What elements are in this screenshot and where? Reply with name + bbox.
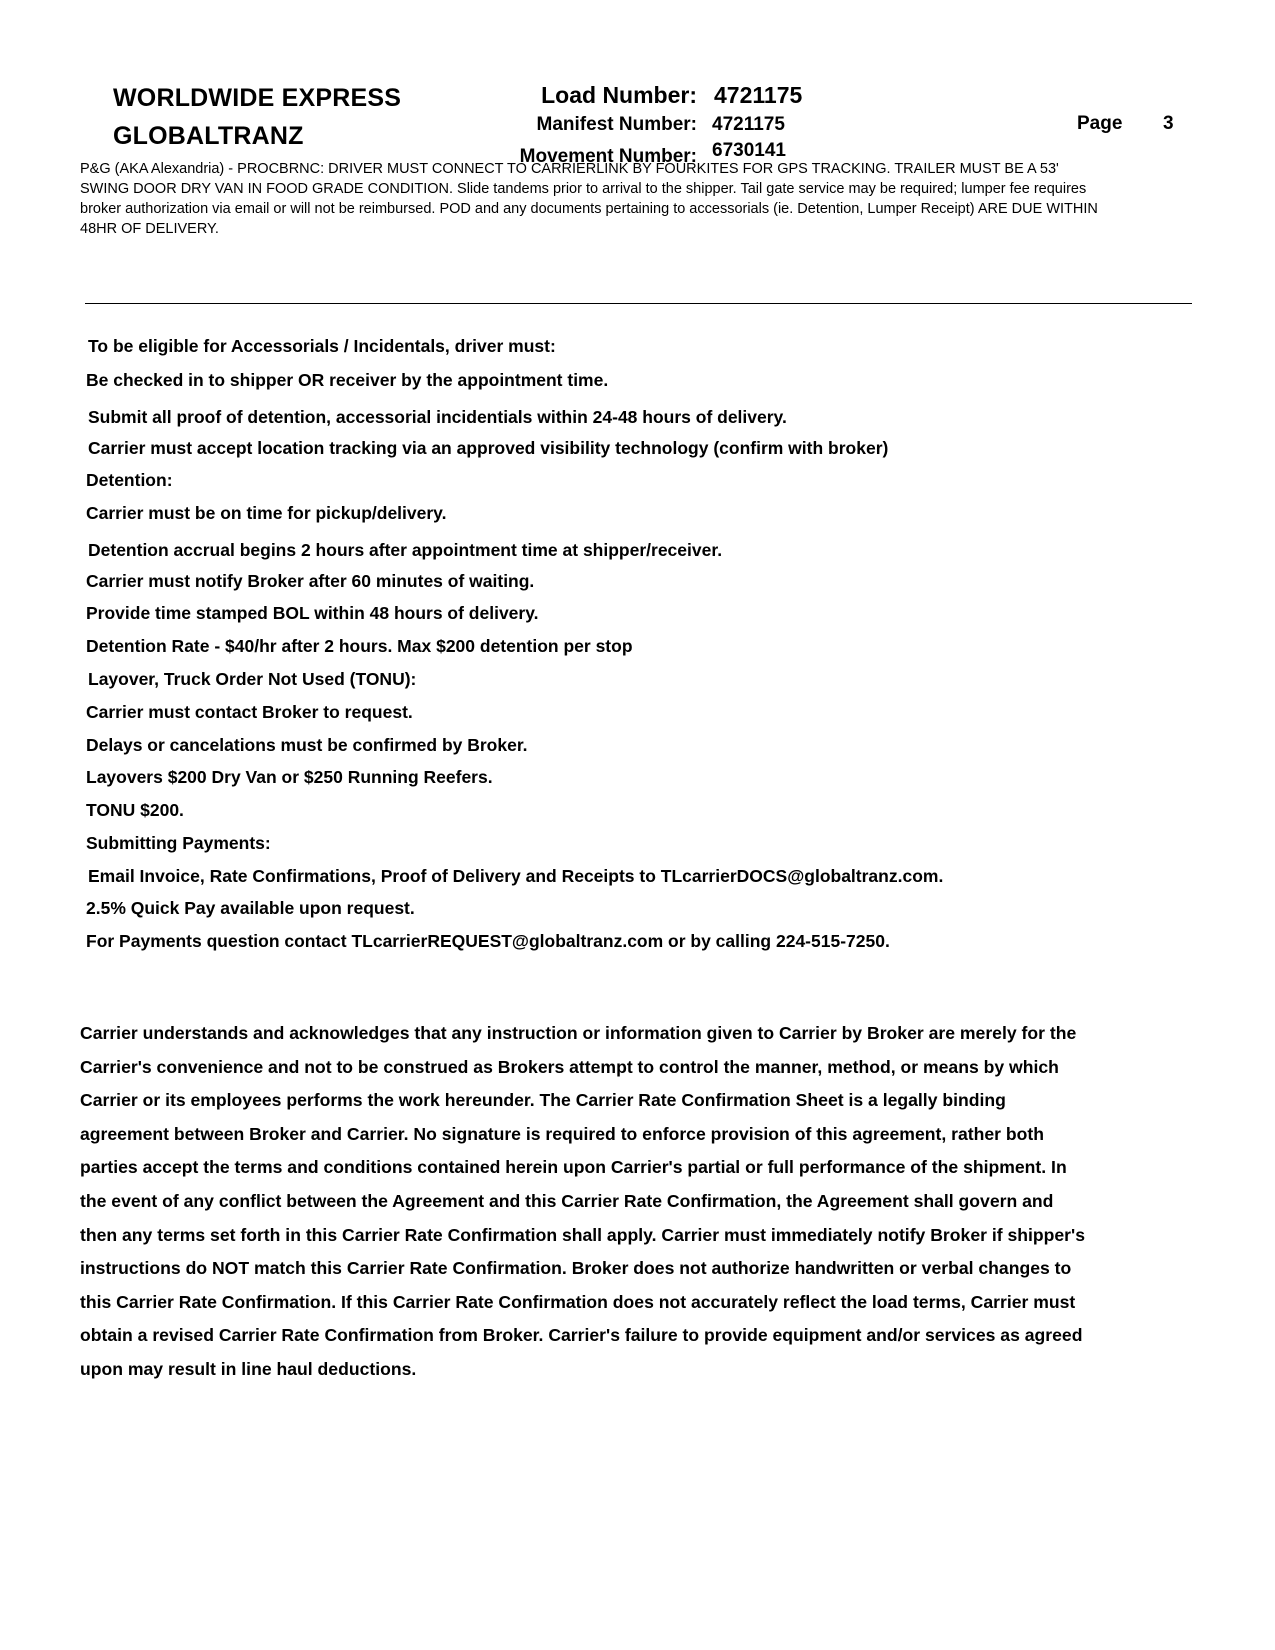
terms-line: Detention Rate - $40/hr after 2 hours. Max $200 detention per stop — [86, 636, 633, 656]
company-brand: GLOBALTRANZ — [113, 122, 304, 150]
movement-number-value: 6730141 — [712, 140, 786, 161]
terms-line: Carrier must be on time for pickup/delivery. — [86, 503, 447, 523]
load-number-value: 4721175 — [714, 82, 803, 108]
terms-heading: Detention: — [86, 470, 173, 490]
terms-line: TONU $200. — [86, 800, 184, 820]
terms-line: Carrier must notify Broker after 60 minutes of waiting. — [86, 571, 535, 591]
load-notes: P&G (AKA Alexandria) - PROCBRNC: DRIVER MUST CONNECT TO CARRIERLINK BY FOURKITES FOR GPS TRACKING. TRAILER MUST BE A 53' SWING DOOR DRY VAN IN FOOD GRADE CONDITION. Slide tandems prior to arrival to the shipper. Tail gate service may be required; lumper fee requires broker authorization via email or will not be reimbursed. POD and any documents pertaining to accessorials (ie. Detention, Lumper Receipt) ARE DUE WITHIN 48HR OF DELIVERY. — [80, 161, 1098, 237]
agreement-paragraph: Carrier understands and acknowledges that any instruction or information given to Carrier by Broker are merely for the Carrier's convenience and not to be construed as Brokers attempt to control the manner, method, or means by which Carrier or its employees performs the work hereunder. The Carrier Rate Confirmation Sheet is a legally binding agreement between Broker and Carrier. No signature is required to enforce provision of this agreement, rather both parties accept the terms and conditions contained herein upon Carrier's partial or full performance of the shipment. In the event of any conflict between the Agreement and this Carrier Rate Confirmation, the Agreement shall govern and then any terms set forth in this Carrier Rate Confirmation shall apply. Carrier must immediately notify Broker if shipper's instructions do NOT match this Carrier Rate Confirmation. Broker does not authorize handwritten or verbal changes to this Carrier Rate Confirmation. If this Carrier Rate Confirmation does not accurately reflect the load terms, Carrier must obtain a revised Carrier Rate Confirmation from Broker. Carrier's failure to provide equipment and/or services as agreed upon may result in line haul deductions. — [80, 1023, 1085, 1379]
page-label: Page — [1077, 113, 1123, 134]
terms-line: Submit all proof of detention, accessorial incidentials within 24-48 hours of delivery. — [88, 407, 787, 427]
terms-heading: Layover, Truck Order Not Used (TONU): — [88, 669, 417, 689]
terms-line: Be checked in to shipper OR receiver by the appointment time. — [86, 370, 609, 390]
terms-line: Provide time stamped BOL within 48 hours of delivery. — [86, 603, 539, 623]
terms-heading: Submitting Payments: — [86, 833, 271, 853]
page-number: 3 — [1163, 113, 1174, 134]
terms-line: Carrier must contact Broker to request. — [86, 702, 413, 722]
terms-line: For Payments question contact TLcarrierREQUEST@globaltranz.com or by calling 224-515-7250. — [86, 931, 890, 951]
manifest-number-label: Manifest Number: — [536, 114, 697, 135]
terms-line: Delays or cancelations must be confirmed by Broker. — [86, 735, 528, 755]
divider — [85, 303, 1192, 304]
terms-line: Detention accrual begins 2 hours after appointment time at shipper/receiver. — [88, 540, 723, 560]
company-name: WORLDWIDE EXPRESS — [113, 84, 402, 112]
manifest-number-value: 4721175 — [712, 114, 785, 135]
terms-line: Email Invoice, Rate Confirmations, Proof of Delivery and Receipts to TLcarrierDOCS@globaltranz.com. — [88, 866, 944, 886]
terms-line: To be eligible for Accessorials / Incidentals, driver must: — [88, 336, 556, 356]
load-number-label: Load Number: — [541, 82, 697, 108]
movement-number-label: Movement Number: — [519, 146, 697, 167]
terms-line: 2.5% Quick Pay available upon request. — [86, 898, 415, 918]
terms-line: Carrier must accept location tracking via an approved visibility technology (confirm with broker) — [88, 438, 889, 458]
terms-line: Layovers $200 Dry Van or $250 Running Reefers. — [86, 767, 493, 787]
